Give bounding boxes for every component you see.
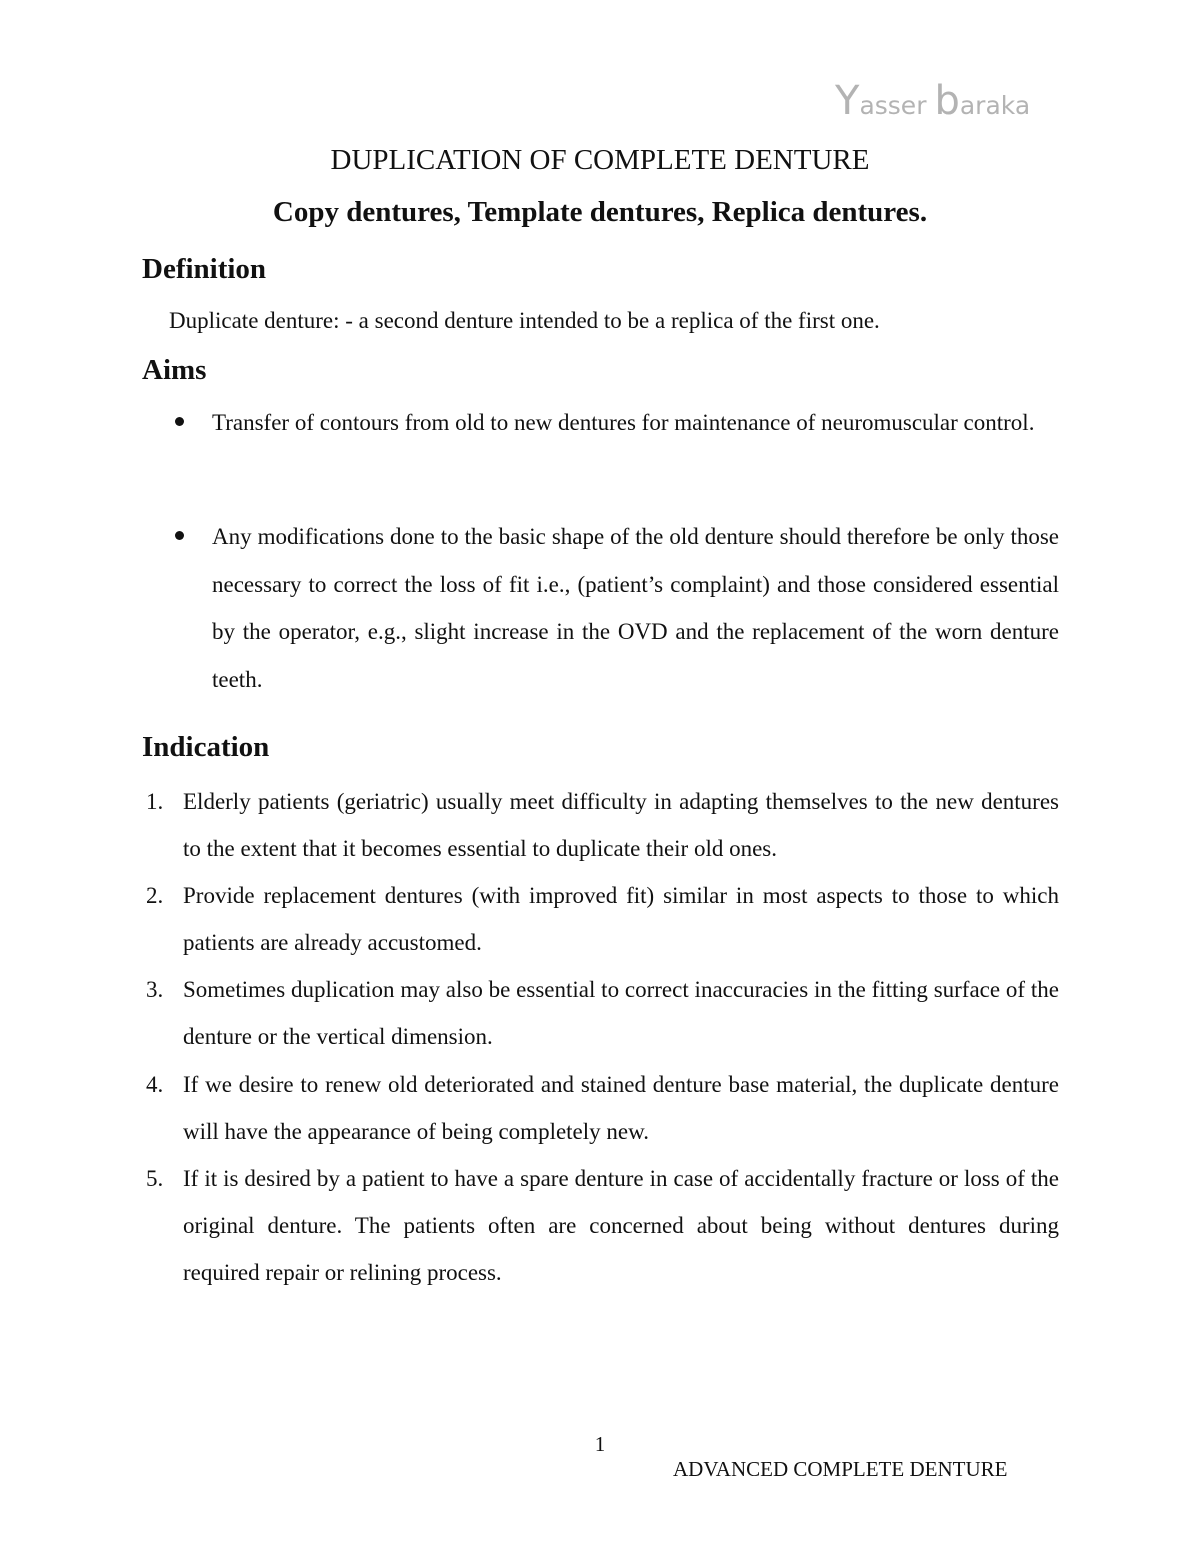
indication-item-text: Elderly patients (geriatric) usually meet difficulty in adapting themselves to the new dentures to the extent that it becomes essential to duplicate their old ones.: [183, 789, 1059, 861]
aims-heading: Aims: [142, 354, 207, 386]
aims-item-text: Transfer of contours from old to new dentures for maintenance of neuromuscular control.: [212, 410, 1035, 435]
list-number: 2.: [146, 883, 164, 908]
bullet-icon: [175, 531, 184, 540]
indication-item-text: If we desire to renew old deteriorated and stained denture base material, the duplicate denture will have the appearance of being completely new.: [183, 1072, 1059, 1144]
indication-list-item: [146, 872, 1059, 966]
indication-item-text: If it is desired by a patient to have a spare denture in case of accidentally fracture or loss of the original denture. The patients often are concerned about being without dentures during required repair or relining process.: [183, 1166, 1059, 1285]
bullet-icon: [175, 417, 184, 426]
list-number: 4.: [146, 1072, 164, 1097]
list-number: 3.: [146, 977, 164, 1002]
aims-item-text: Any modifications done to the basic shape of the old denture should therefore be only those necessary to correct the loss of fit i.e., (patient’s complaint) and those considered essential by the operator, e.g., slight increase in the OVD and the replacement of the worn denture teeth.: [212, 524, 1059, 692]
page-number: 1: [594, 1432, 606, 1456]
watermark-first-rest: asser: [859, 91, 927, 120]
indication-heading: Indication: [142, 731, 270, 763]
indication-list-item: [146, 1155, 1059, 1296]
aims-list-item: [175, 513, 1059, 703]
document-subtitle: Copy dentures, Template dentures, Replica dentures.: [272, 196, 928, 228]
indication-item-text: Provide replacement dentures (with improved fit) similar in most aspects to those to which patients are already accustomed.: [183, 883, 1059, 955]
aims-list-item: [175, 399, 1059, 447]
watermark-last-rest: araka: [959, 91, 1031, 120]
indication-item-text: Sometimes duplication may also be essential to correct inaccuracies in the fitting surface of the denture or the vertical dimension.: [183, 977, 1059, 1049]
watermark-first-initial: Y: [835, 78, 860, 124]
list-number: 5.: [146, 1166, 164, 1191]
indication-list-item: [146, 1061, 1059, 1155]
watermark-last-initial: b: [934, 78, 960, 124]
definition-heading: Definition: [142, 253, 267, 285]
page-footer: ADVANCED COMPLETE DENTURE: [673, 1457, 1008, 1481]
document-title: DUPLICATION OF COMPLETE DENTURE: [330, 144, 870, 176]
list-number: 1.: [146, 789, 164, 814]
definition-text: Duplicate denture: - a second denture intended to be a replica of the first one.: [169, 308, 880, 333]
indication-list-item: [146, 966, 1059, 1060]
indication-list-item: [146, 778, 1059, 872]
author-watermark: [835, 78, 1030, 124]
